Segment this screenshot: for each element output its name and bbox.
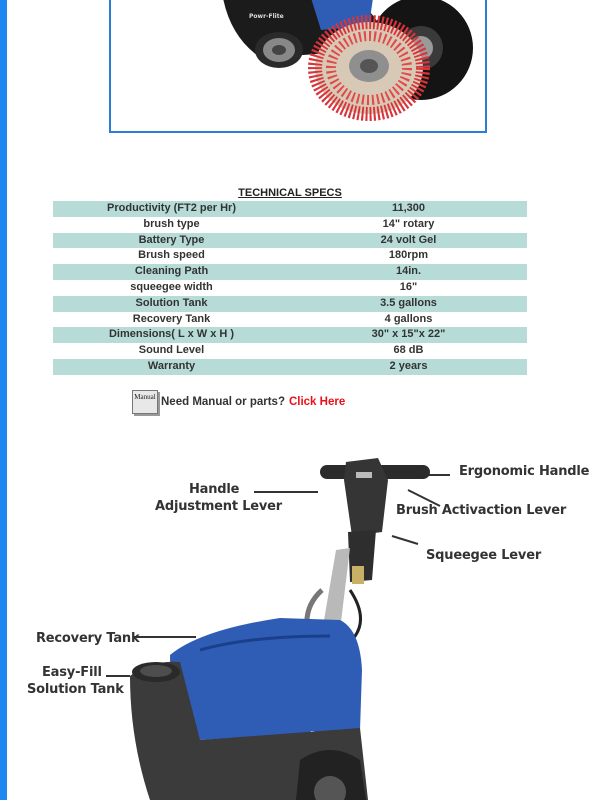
spec-label: Battery Type <box>53 233 290 249</box>
spec-value: 180rpm <box>388 249 429 262</box>
spec-value: 2 years <box>290 359 527 375</box>
spec-label: Sound Level <box>138 344 205 357</box>
spec-label: Cleaning Path <box>53 264 290 280</box>
machine-diagram <box>0 440 600 800</box>
click-here-link[interactable]: Click Here <box>288 396 346 408</box>
spec-value: 14" rotary <box>382 217 435 230</box>
spec-value: 68 dB <box>393 344 424 357</box>
table-row <box>53 201 527 217</box>
table-row <box>53 296 527 312</box>
specs-table <box>53 201 527 375</box>
label-handle-line2: Adjustment Lever <box>155 499 282 514</box>
label-brush-activation-lever: Brush Activaction Lever <box>396 503 567 518</box>
spec-value: 4 gallons <box>384 312 433 325</box>
spec-label: Productivity (FT2 per Hr) <box>53 201 290 217</box>
table-row <box>53 327 527 343</box>
manual-book-icon[interactable] <box>132 390 158 414</box>
table-row <box>53 343 527 359</box>
product-photo-frame <box>109 0 487 133</box>
spec-value: 11,300 <box>290 201 527 217</box>
spec-label: Solution Tank <box>53 296 290 312</box>
table-row <box>53 233 527 249</box>
label-recovery-tank: Recovery Tank <box>36 631 140 646</box>
specs-title: TECHNICAL SPECS <box>238 187 342 199</box>
photo-brand-text: Powr-Flite <box>249 13 284 20</box>
manual-prompt-row <box>132 389 345 415</box>
label-easy-fill-line1: Easy-Fill <box>42 665 102 680</box>
label-easy-fill-line2: Solution Tank <box>27 682 124 697</box>
label-handle-line1: Handle <box>189 482 240 497</box>
spec-label: squeegee width <box>130 280 213 293</box>
spec-value: 30" x 15"x 22" <box>290 327 527 343</box>
spec-value: 24 volt Gel <box>290 233 527 249</box>
spec-label: Warranty <box>53 359 290 375</box>
spec-value: 14in. <box>290 264 527 280</box>
spec-label: brush type <box>143 217 200 230</box>
table-row <box>53 248 527 264</box>
table-row <box>53 280 527 296</box>
scrubber-brush-photo <box>111 0 485 131</box>
table-row <box>53 217 527 233</box>
manual-prompt-text: Need Manual or parts? <box>161 396 285 408</box>
spec-label: Brush speed <box>138 249 205 262</box>
spec-value: 16" <box>399 280 418 293</box>
spec-value: 3.5 gallons <box>290 296 527 312</box>
spec-label: Dimensions( L x W x H ) <box>53 327 290 343</box>
table-row <box>53 359 527 375</box>
label-squeegee-lever: Squeegee Lever <box>426 548 542 563</box>
table-row <box>53 312 527 328</box>
spec-label: Recovery Tank <box>132 312 211 325</box>
label-ergonomic-handle: Ergonomic Handle <box>459 464 590 479</box>
table-row <box>53 264 527 280</box>
manual-icon-label: Manual <box>134 393 156 401</box>
